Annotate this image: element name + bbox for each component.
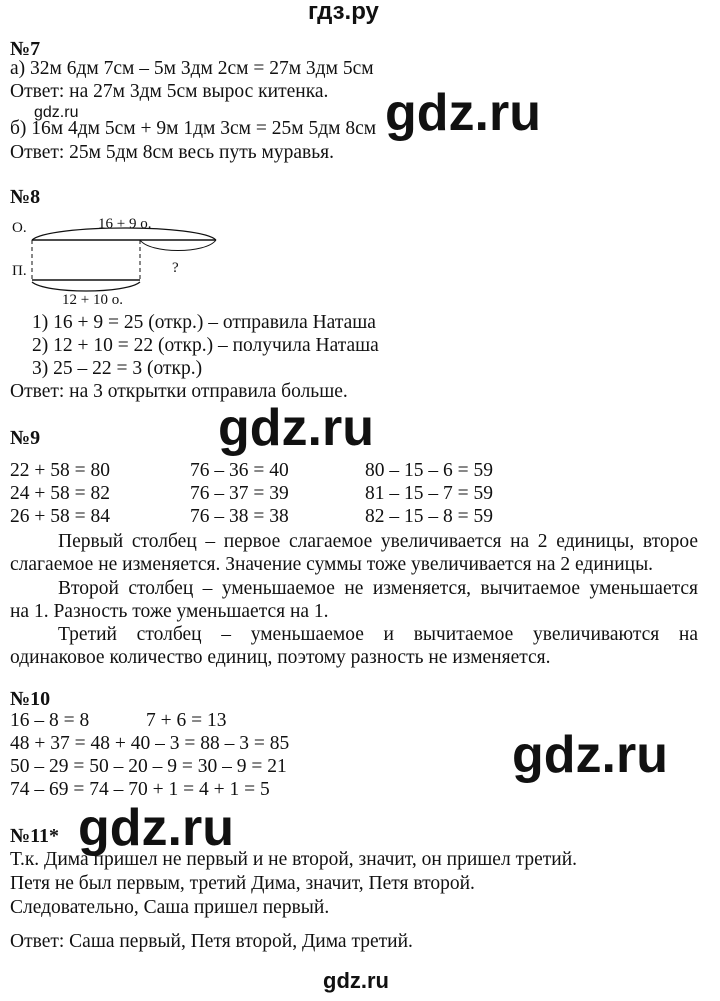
task8-title: №8 <box>10 186 41 208</box>
task11-answer: Ответ: Саша первый, Петя второй, Дима третий. <box>10 931 413 952</box>
watermark-bottom: gdz.ru <box>323 968 389 993</box>
task10-line2: 48 + 37 = 48 + 40 – 3 = 88 – 3 = 85 <box>10 733 290 754</box>
diagram-top-expr: 16 + 9 о. <box>98 216 152 232</box>
task11-line3: Следовательно, Саша пришел первый. <box>10 897 330 918</box>
task9-col1-row2: 24 + 58 = 82 <box>10 483 110 504</box>
watermark-big-4: gdz.ru <box>78 799 234 857</box>
task9-col3-row2: 81 – 15 – 7 = 59 <box>365 483 493 504</box>
task8-step-1: 1) 16 + 9 = 25 (откр.) – отправила Наташа <box>32 312 376 333</box>
diagram-question: ? <box>172 260 179 276</box>
task9-p2-line1: Второй столбец – уменьшаемое не изменяется, вычитаемое уменьшается <box>58 578 698 599</box>
task10-line3: 50 – 29 = 50 – 20 – 9 = 30 – 9 = 21 <box>10 756 287 777</box>
task7-title: №7 <box>10 38 41 60</box>
task9-p3-line1: Третий столбец – уменьшаемое и вычитаемое увеличиваются на <box>58 624 698 645</box>
task9-p1-line1: Первый столбец – первое слагаемое увеличивается на 2 единицы, второе <box>58 531 698 552</box>
task7-b: б) 16м 4дм 5см + 9м 1дм 3см = 25м 5дм 8см <box>10 118 377 139</box>
task9-col3-row1: 80 – 15 – 6 = 59 <box>365 460 493 481</box>
task9-col2-row3: 76 – 38 = 38 <box>190 506 289 527</box>
task10-line1b: 7 + 6 = 13 <box>146 710 227 731</box>
task9-col1-row1: 22 + 58 = 80 <box>10 460 110 481</box>
diagram-extra-arc <box>140 240 216 251</box>
watermark-big-1: gdz.ru <box>385 84 541 142</box>
task9-p3-line2: одинаковое количество единиц, поэтому разность не изменяется. <box>10 647 551 668</box>
watermark-big-3: gdz.ru <box>512 726 668 784</box>
task9-col2-row1: 76 – 36 = 40 <box>190 460 289 481</box>
task9-col3-row3: 82 – 15 – 8 = 59 <box>365 506 493 527</box>
task11-line2: Петя не был первым, третий Дима, значит, Петя второй. <box>10 873 475 894</box>
task9-title: №9 <box>10 427 41 449</box>
task8-step-3: 3) 25 – 22 = 3 (откр.) <box>32 358 203 379</box>
watermark-top: гдз.ру <box>308 0 379 25</box>
task8-answer: Ответ: на 3 открытки отправила больше. <box>10 381 348 402</box>
task9-p1-line2: слагаемое не изменяется. Значение суммы тоже увеличивается на 2 единицы. <box>10 554 654 575</box>
watermark-big-2: gdz.ru <box>218 399 374 457</box>
task11-line1: Т.к. Дима пришел не первый и не второй, значит, он пришел третий. <box>10 849 578 870</box>
diagram-bottom-expr: 12 + 10 о. <box>62 292 123 308</box>
task9-p2-line2: на 1. Разность тоже уменьшается на 1. <box>10 601 329 622</box>
task7-answer-a: Ответ: на 27м 3дм 5см вырос китенка. <box>10 81 329 102</box>
task10-title: №10 <box>10 688 51 710</box>
task8-diagram <box>10 210 230 310</box>
task7-a: а) 32м 6дм 7см – 5м 3дм 2см = 27м 3дм 5см <box>10 58 374 79</box>
task8-step-2: 2) 12 + 10 = 22 (откр.) – получила Наташа <box>32 335 379 356</box>
task10-line1a: 16 – 8 = 8 <box>10 710 90 731</box>
task9-col2-row2: 76 – 37 = 39 <box>190 483 289 504</box>
task11-title: №11* <box>10 825 59 847</box>
task9-col1-row3: 26 + 58 = 84 <box>10 506 110 527</box>
watermark-small: gdz.ru <box>34 104 79 121</box>
task7-answer-b: Ответ: 25м 5дм 8см весь путь муравья. <box>10 142 334 163</box>
diagram-label-o: О. <box>12 220 27 236</box>
task10-line4: 74 – 69 = 74 – 70 + 1 = 4 + 1 = 5 <box>10 779 270 800</box>
diagram-bottom-brace <box>32 282 140 291</box>
diagram-label-p: П. <box>12 263 27 279</box>
